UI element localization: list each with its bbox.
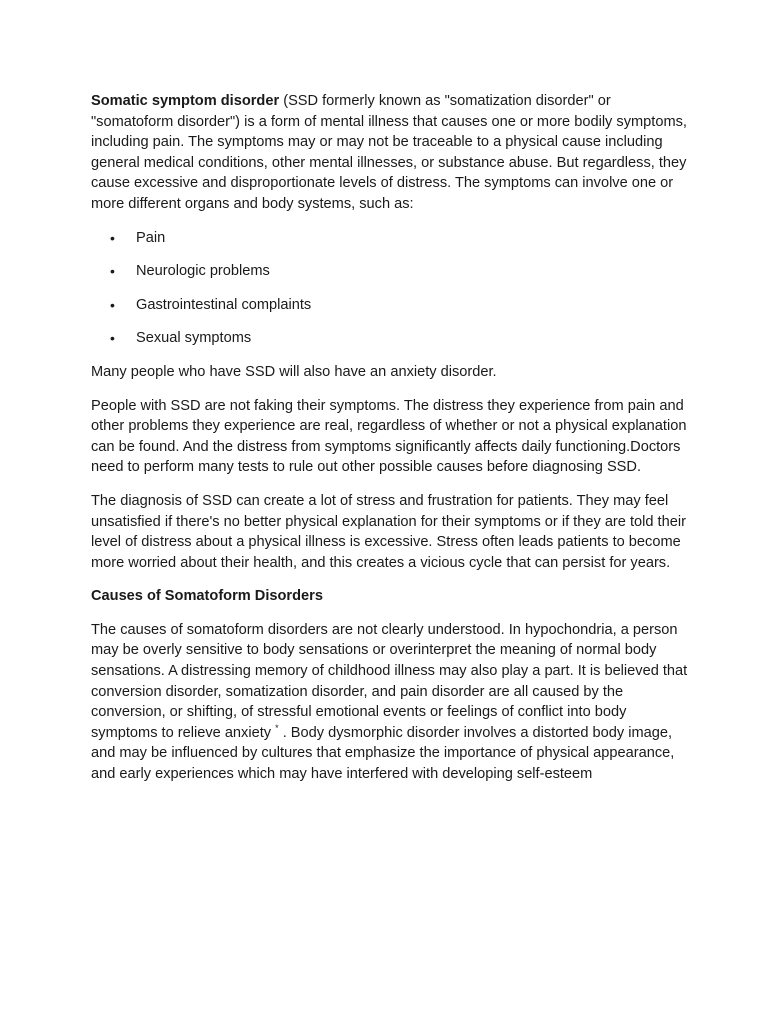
list-item (91, 295, 691, 316)
diagnosis-paragraph: The diagnosis of SSD can create a lot of stress and frustration for patients. They may feel unsatisfied if there's no better physical explanation for their symptoms or if they are told their level of distress about a physical illness is excessive. Stress often leads patients to become more worried about their health, and this creates a vicious cycle that can persist for years. (91, 492, 686, 571)
symptom-list (91, 228, 691, 349)
list-item-text: Neurologic problems (136, 263, 270, 280)
list-item (91, 228, 691, 249)
causes-text-end: . Body dysmorphic disorder involves a distorted body image, and may be influenced by cultures that emphasize the importance of physical appearance, and early experiences which may have interfered with developing self-esteem (91, 724, 675, 783)
footnote-mark: * (275, 722, 279, 733)
list-item-text: Sexual symptoms (136, 330, 252, 347)
bullet-icon: • (110, 229, 115, 246)
list-item (91, 261, 691, 282)
document-page (91, 91, 691, 798)
anxiety-paragraph: Many people who have SSD will also have an anxiety disorder. (91, 363, 497, 380)
bullet-icon: • (110, 263, 115, 280)
bullet-icon: • (110, 330, 115, 347)
intro-term: Somatic symptom disorder (91, 93, 280, 109)
bullet-icon: • (110, 296, 115, 313)
intro-text: (SSD formerly known as "somatization disorder" or "somatoform disorder") is a form of mental illness that causes one or more bodily symptoms, including pain. The symptoms may or may not be traceable to a physical cause including general medical conditions, other mental illnesses, or substance abuse. But regardless, they cause excessive and disproportionate levels of distress. The symptoms can involve one or more different organs and body systems, such as: (91, 93, 687, 212)
causes-paragraph (91, 620, 691, 785)
list-item-text: Gastrointestinal complaints (136, 296, 312, 313)
list-item (91, 328, 691, 349)
intro-paragraph (91, 91, 691, 215)
not-faking-paragraph: People with SSD are not faking their symptoms. The distress they experience from pain and other problems they experience are real, regardless of whether or not a physical explanation can be found. And the distress from symptoms significantly affects daily functioning.Doctors need to perform many tests to rule out other possible causes before diagnosing SSD. (91, 397, 687, 476)
causes-text-start: The causes of somatoform disorders are not clearly understood. In hypochondria, a person may be overly sensitive to body sensations or overinterpret the meaning of normal body sensations. A distressing memory of childhood illness may also play a part. It is believed that conversion disorder, somatization disorder, and pain disorder are all caused by the conversion, or shifting, of stressful emotional events or feelings of conflict into body symptoms to relieve anxiety (91, 621, 688, 741)
causes-heading: Causes of Somatoform Disorders (91, 588, 323, 605)
list-item-text: Pain (136, 229, 166, 246)
